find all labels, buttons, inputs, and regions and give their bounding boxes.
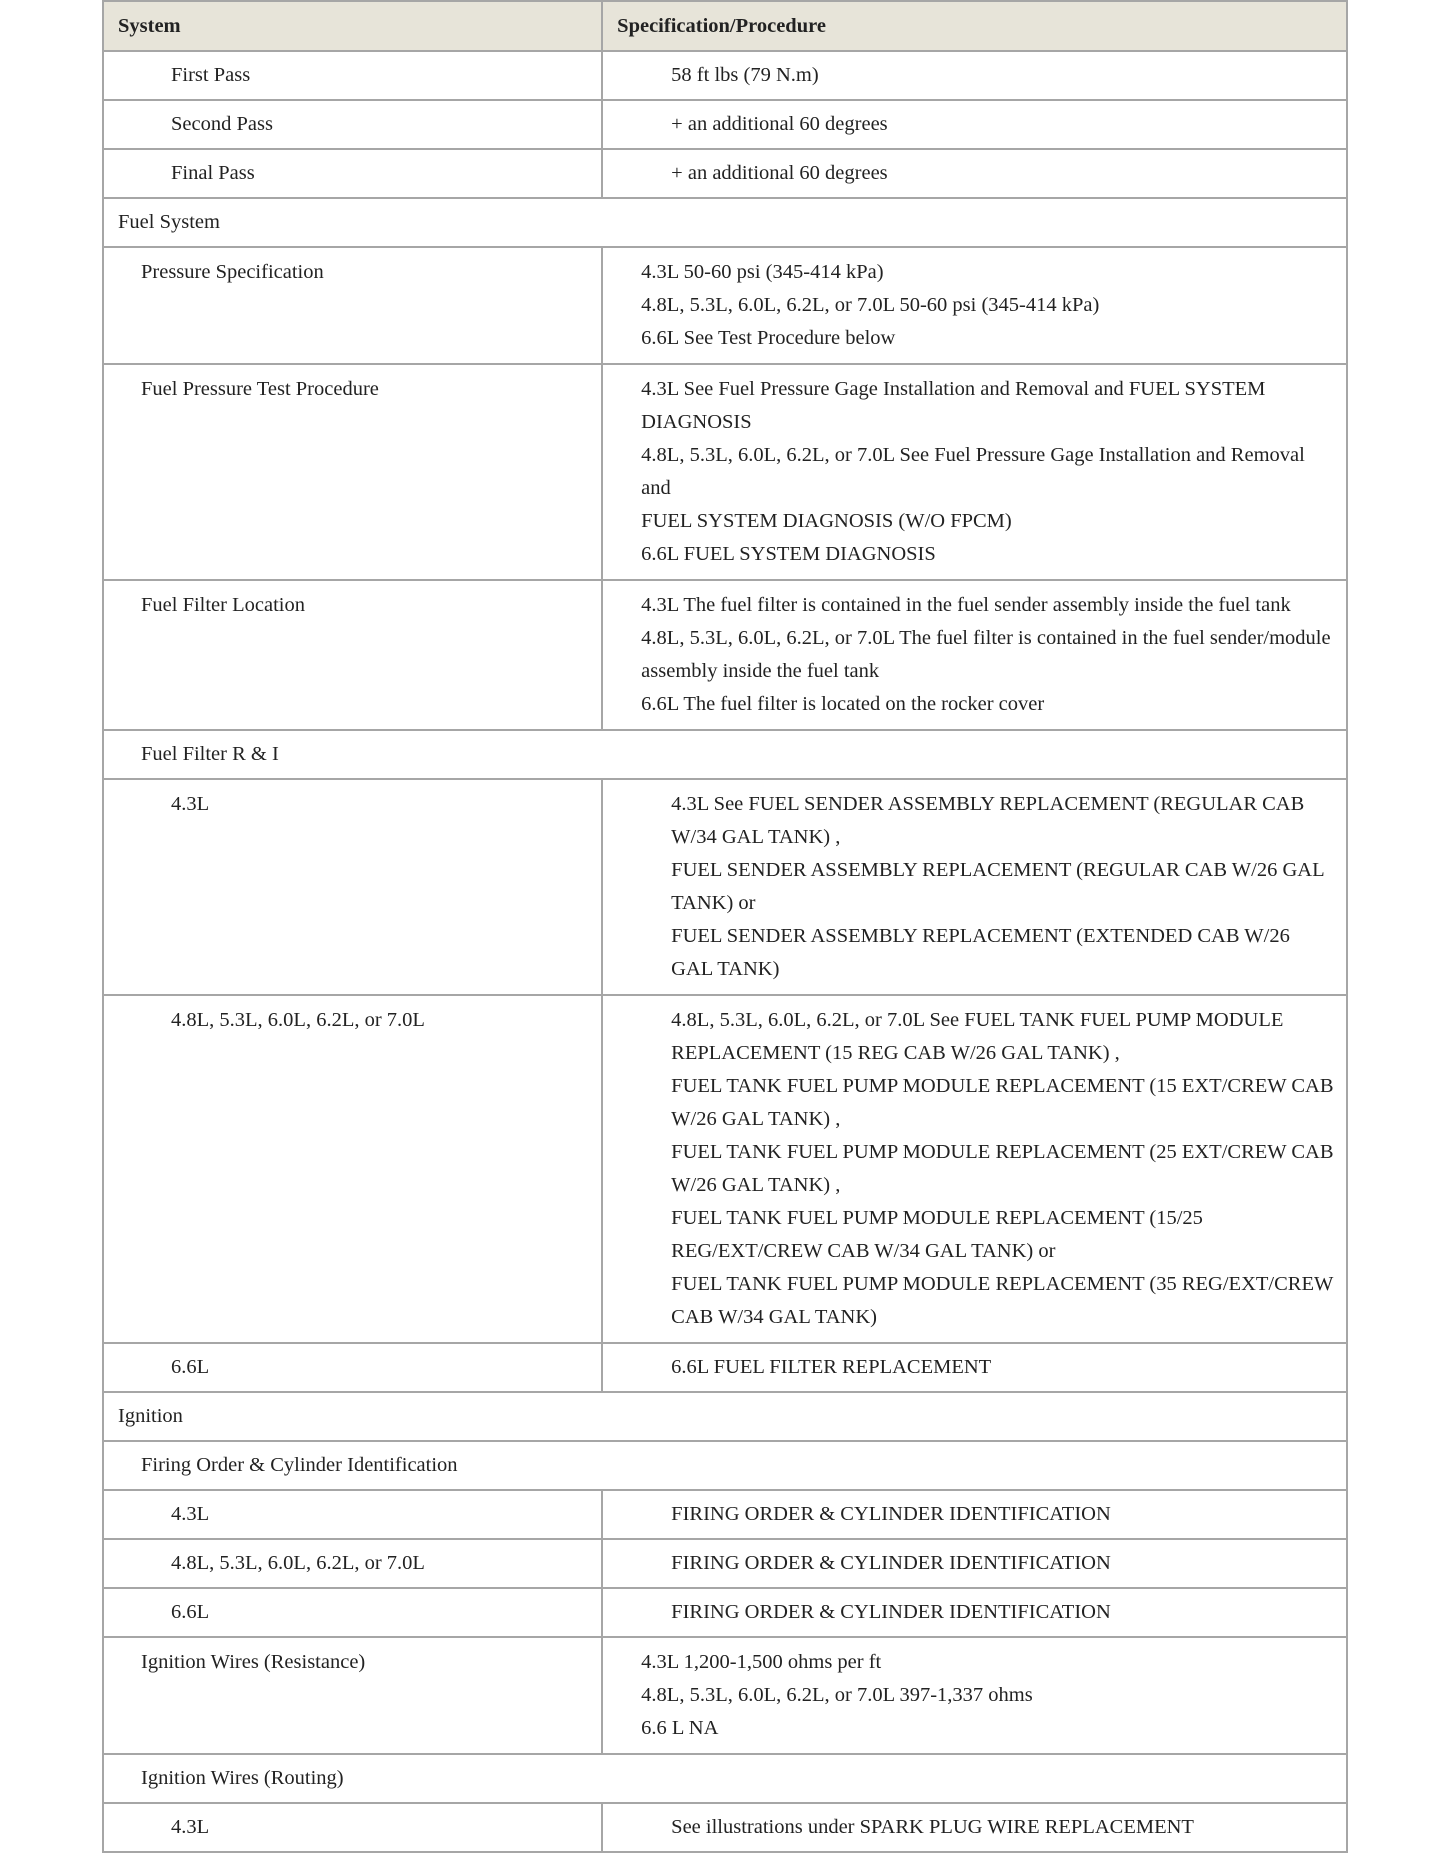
table-row [103, 1343, 1347, 1392]
section-row [103, 1441, 1347, 1490]
table-row [103, 995, 1347, 1343]
row-label: Pressure Specification [103, 247, 602, 364]
header-system: System [103, 1, 602, 51]
section-row [103, 730, 1347, 779]
spec-line: 4.3L See FUEL SENDER ASSEMBLY REPLACEMENT (REGULAR CAB W/34 GAL TANK) , [671, 793, 1305, 848]
row-label: 4.3L [103, 779, 602, 995]
row-label: Fuel Filter Location [103, 580, 602, 730]
section-row [103, 198, 1347, 247]
spec-line: 4.8L, 5.3L, 6.0L, 6.2L, or 7.0L The fuel filter is contained in the fuel sender/module assembly inside the fuel tank [641, 627, 1331, 682]
spec-line: 4.8L, 5.3L, 6.0L, 6.2L, or 7.0L 397-1,337 ohms [641, 1684, 1033, 1706]
spec-line: 4.3L See Fuel Pressure Gage Installation and Removal and FUEL SYSTEM DIAGNOSIS [641, 378, 1266, 433]
table-row [103, 779, 1347, 995]
row-label: First Pass [103, 51, 602, 100]
row-spec [602, 247, 1347, 364]
row-spec: + an additional 60 degrees [602, 100, 1347, 149]
spec-line: 4.8L, 5.3L, 6.0L, 6.2L, or 7.0L See Fuel Pressure Gage Installation and Removal and [641, 444, 1305, 499]
row-label: Ignition Wires (Resistance) [103, 1637, 602, 1754]
row-spec: 6.6L FUEL FILTER REPLACEMENT [602, 1343, 1347, 1392]
row-label: Fuel Pressure Test Procedure [103, 364, 602, 580]
row-spec [602, 364, 1347, 580]
row-label: 4.3L [103, 1490, 602, 1539]
spec-line: FUEL SENDER ASSEMBLY REPLACEMENT (EXTENDED CAB W/26 GAL TANK) [671, 925, 1290, 980]
section-heading: Ignition [103, 1392, 1347, 1441]
table-row [103, 100, 1347, 149]
spec-line: FUEL TANK FUEL PUMP MODULE REPLACEMENT (15 EXT/CREW CAB W/26 GAL TANK) , [671, 1075, 1334, 1130]
section-heading: Fuel System [103, 198, 1347, 247]
subsection-heading: Ignition Wires (Routing) [103, 1754, 1347, 1803]
section-row [103, 1754, 1347, 1803]
row-spec: 58 ft lbs (79 N.m) [602, 51, 1347, 100]
table-row [103, 364, 1347, 580]
row-spec [602, 995, 1347, 1343]
row-label: 4.8L, 5.3L, 6.0L, 6.2L, or 7.0L [103, 1539, 602, 1588]
spec-line: 6.6L The fuel filter is located on the rocker cover [641, 693, 1045, 715]
table-row [103, 51, 1347, 100]
table-row [103, 149, 1347, 198]
spec-line: 6.6L FUEL SYSTEM DIAGNOSIS [641, 543, 936, 565]
row-label: 4.3L [103, 1803, 602, 1852]
row-label: Second Pass [103, 100, 602, 149]
spec-line: 6.6 L NA [641, 1717, 719, 1739]
row-label: 6.6L [103, 1588, 602, 1637]
table-row [103, 1539, 1347, 1588]
spec-line: 4.3L The fuel filter is contained in the fuel sender assembly inside the fuel tank [641, 594, 1291, 616]
row-spec: FIRING ORDER & CYLINDER IDENTIFICATION [602, 1539, 1347, 1588]
spec-line: FUEL TANK FUEL PUMP MODULE REPLACEMENT (15/25 REG/EXT/CREW CAB W/34 GAL TANK) or [671, 1207, 1203, 1262]
spec-line: FUEL SYSTEM DIAGNOSIS (W/O FPCM) [641, 510, 1012, 532]
row-spec [602, 580, 1347, 730]
table-row [103, 1803, 1347, 1852]
table-header-row [103, 1, 1347, 51]
row-spec: FIRING ORDER & CYLINDER IDENTIFICATION [602, 1490, 1347, 1539]
table-row [103, 1637, 1347, 1754]
row-spec: See illustrations under SPARK PLUG WIRE REPLACEMENT [602, 1803, 1347, 1852]
section-row [103, 1392, 1347, 1441]
row-label: Final Pass [103, 149, 602, 198]
subsection-heading: Firing Order & Cylinder Identification [103, 1441, 1347, 1490]
row-spec [602, 1637, 1347, 1754]
table-row [103, 580, 1347, 730]
spec-line: 4.8L, 5.3L, 6.0L, 6.2L, or 7.0L 50-60 psi (345-414 kPa) [641, 294, 1100, 316]
row-spec: + an additional 60 degrees [602, 149, 1347, 198]
spec-line: FUEL TANK FUEL PUMP MODULE REPLACEMENT (35 REG/EXT/CREW CAB W/34 GAL TANK) [671, 1273, 1333, 1328]
row-spec: FIRING ORDER & CYLINDER IDENTIFICATION [602, 1588, 1347, 1637]
spec-line: 6.6L See Test Procedure below [641, 327, 896, 349]
row-label: 6.6L [103, 1343, 602, 1392]
specification-table [102, 0, 1348, 1853]
row-spec [602, 779, 1347, 995]
spec-line: 4.3L 50-60 psi (345-414 kPa) [641, 261, 884, 283]
spec-line: FUEL SENDER ASSEMBLY REPLACEMENT (REGULAR CAB W/26 GAL TANK) or [671, 859, 1324, 914]
spec-line: 4.8L, 5.3L, 6.0L, 6.2L, or 7.0L See FUEL TANK FUEL PUMP MODULE REPLACEMENT (15 REG CAB W/26 GAL TANK) , [671, 1009, 1284, 1064]
table-row [103, 1490, 1347, 1539]
subsection-heading: Fuel Filter R & I [103, 730, 1347, 779]
spec-line: 4.3L 1,200-1,500 ohms per ft [641, 1651, 882, 1673]
row-label: 4.8L, 5.3L, 6.0L, 6.2L, or 7.0L [103, 995, 602, 1343]
header-specification: Specification/Procedure [602, 1, 1347, 51]
table-row [103, 1588, 1347, 1637]
spec-line: FUEL TANK FUEL PUMP MODULE REPLACEMENT (25 EXT/CREW CAB W/26 GAL TANK) , [671, 1141, 1334, 1196]
table-row [103, 247, 1347, 364]
